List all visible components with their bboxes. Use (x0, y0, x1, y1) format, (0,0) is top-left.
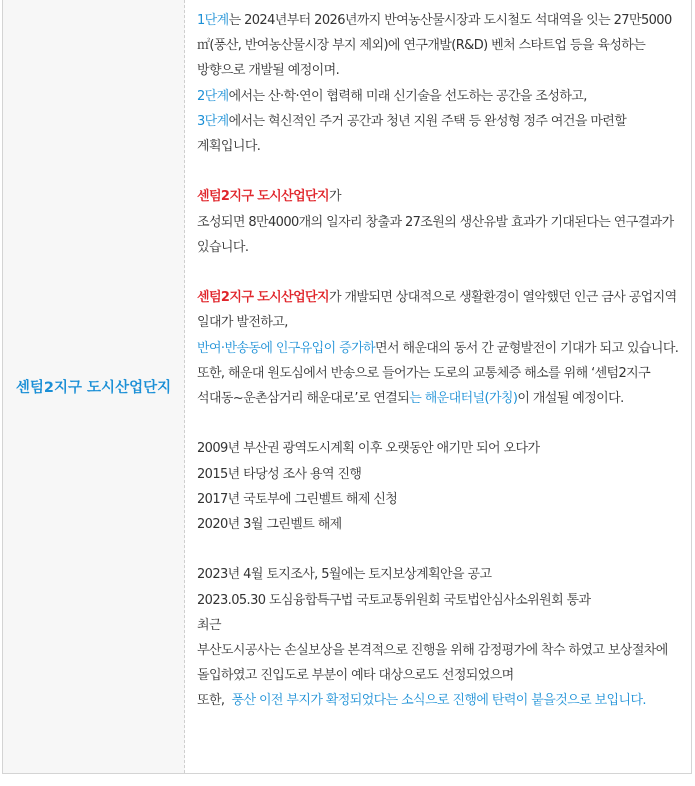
info-table (2, 0, 692, 774)
tunnel-highlight: 는 해운대터널(가칭) (409, 391, 518, 407)
phase2-text: 에서는 산·학·연이 협력해 미래 신기술을 선도하는 공간을 조성하고, (228, 88, 587, 104)
history-list (197, 436, 683, 537)
development-text-1: 가 개발되면 상대적으로 생활환경이 열악했던 인근 금사 공업지역 일대가 발전하고, (197, 290, 677, 331)
complex-name-highlight-2: 센텀2지구 도시산업단지 (197, 290, 329, 306)
relocation-highlight: 풍산 이전 부지가 확정되었다는 소식으로 진행에 탄력이 붙을것으로 보입니다. (231, 693, 646, 709)
phase3-label: 3단계 (197, 113, 229, 129)
recent-line-4: 부산도시공사는 손실보상을 본격적으로 진행을 위해 감정평가에 착수 하였고 보상절차에 돌입하였고 진입도로 부분이 예타 대상으로도 선정되었으며 (197, 643, 668, 684)
recent-line-3: 최근 (197, 617, 221, 633)
development-paragraph (197, 285, 683, 411)
history-item: 2017년 국토부에 그린벨트 해제 신청 (197, 491, 398, 507)
row-header-cell (3, 0, 185, 773)
recent-line-5a: 또한, (197, 693, 232, 709)
phase2-label: 2단계 (197, 88, 229, 104)
complex-name-highlight: 센텀2지구 도시산업단지 (197, 189, 329, 205)
history-item: 2020년 3월 그린벨트 해제 (197, 517, 342, 533)
development-text-4: 이 개설될 예정이다. (517, 391, 624, 407)
effect-paragraph (197, 184, 683, 260)
effect-suffix: 가 (328, 189, 341, 205)
effect-text: 조성되면 8만4000개의 일자리 창출과 27조원의 생산유발 효과가 기대된다는 연구결과가 있습니다. (197, 214, 674, 255)
population-highlight: 반여·반송동에 인구유입이 증가하 (197, 340, 376, 356)
development-text-3: 또한, 해운대 원도심에서 반송으로 들어가는 도로의 교통체증 해소를 위해 ‘센텀2지구 석대동~운촌삼거리 해운대로’로 연결되 (197, 365, 651, 407)
phase3-text: 에서는 혁신적인 주거 공간과 청년 지원 주택 등 완성형 정주 여건을 마련할 계획입니다. (197, 113, 627, 155)
recent-line-1: 2023년 4월 토지조사, 5월에는 토지보상계획안을 공고 (197, 567, 492, 583)
row-header-label: 센텀2지구 도시산업단지 (15, 380, 172, 396)
recent-line-2: 2023.05.30 도심융합특구법 국토교통위원회 국토법안심사소위원회 통과 (197, 592, 591, 608)
development-text-2: 면서 해운대의 동서 간 균형발전이 기대가 되고 있습니다. (375, 340, 679, 356)
phase1-text: 는 2024년부터 2026년까지 반여농산물시장과 도시철도 석대역을 잇는 27만5000㎡(풍산, 반여농산물시장 부지 제외)에 연구개발(R&D) 벤처 스타트업 등을 육성하는 방향으로 개발될 예정이며. (197, 13, 672, 79)
history-item: 2009년 부산권 광역도시계획 이후 오랫동안 애기만 되어 오다가 (197, 441, 540, 457)
history-item: 2015년 타당성 조사 용역 진행 (197, 466, 362, 482)
phase1-label: 1단계 (197, 13, 229, 28)
content-cell (185, 0, 691, 773)
recent-paragraph (197, 562, 683, 713)
phase-paragraph (197, 8, 683, 159)
